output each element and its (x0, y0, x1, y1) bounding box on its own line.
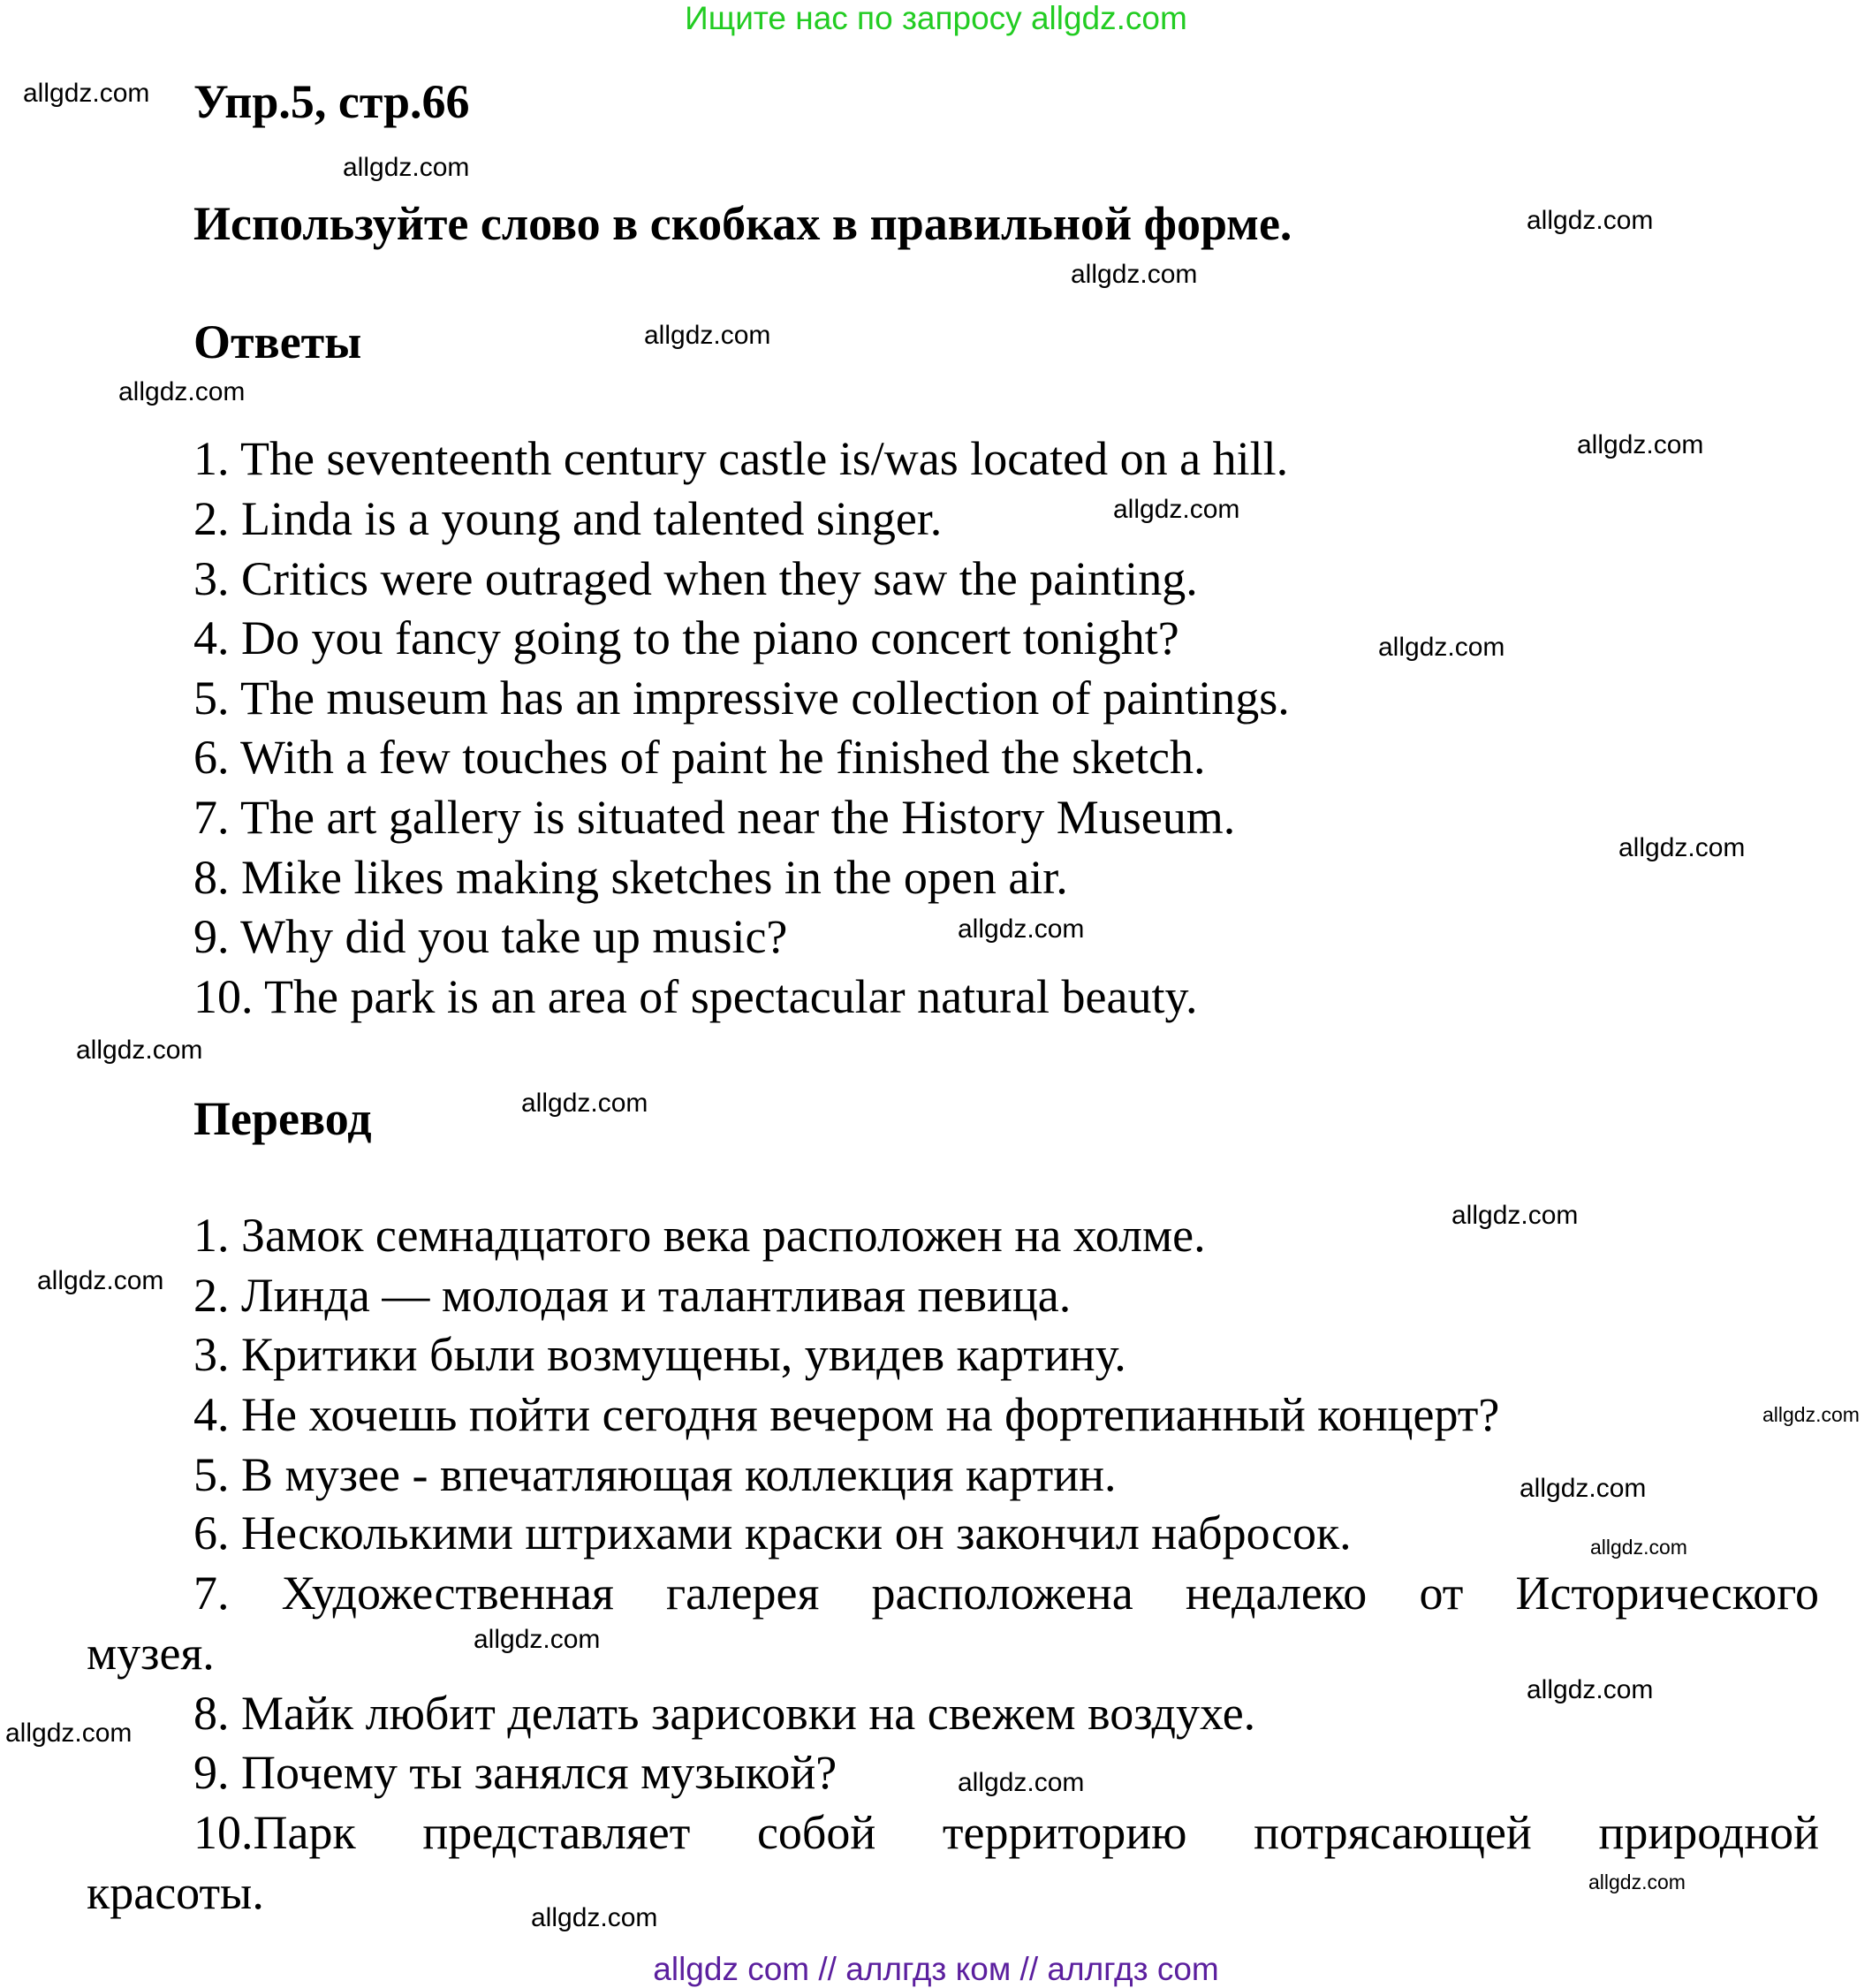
watermark: allgdz.com (5, 1719, 133, 1748)
watermark: allgdz.com (958, 1768, 1085, 1797)
answer-item: 2. Linda is a young and talented singer. (193, 492, 943, 545)
answer-item: 8. Mike likes making sketches in the open air. (193, 851, 1068, 904)
translation-item: 7. Художественная галерея расположена недалеко от Исторического (193, 1567, 1819, 1620)
answer-item: 6. With a few touches of paint he finished the sketch. (193, 731, 1206, 784)
translation-item: 9. Почему ты занялся музыкой? (193, 1746, 837, 1799)
watermark: allgdz.com (1762, 1403, 1860, 1426)
watermark: allgdz.com (343, 153, 470, 182)
answers-heading: Ответы (193, 315, 362, 368)
watermark: allgdz.com (1588, 1870, 1686, 1893)
watermark: allgdz.com (1451, 1201, 1579, 1230)
translation-item: 6. Несколькими штрихами краски он закончил набросок. (193, 1506, 1352, 1559)
translation-item: 3. Критики были возмущены, увидев картину. (193, 1328, 1126, 1381)
translation-item: 5. В музее - впечатляющая коллекция картин. (193, 1448, 1117, 1501)
answer-item: 1. The seventeenth century castle is/was located on a hill. (193, 432, 1289, 485)
watermark: allgdz.com (37, 1266, 164, 1295)
instruction-heading: Используйте слово в скобках в правильной форме. (193, 197, 1292, 250)
watermark: allgdz.com (1577, 430, 1704, 459)
watermark: allgdz.com (531, 1903, 658, 1932)
footer-banner: allgdz com // аллгдз ком // аллгдз com (653, 1951, 1219, 1987)
watermark: allgdz.com (1527, 1675, 1654, 1704)
watermark: allgdz.com (1527, 206, 1654, 235)
top-banner: Ищите нас по запросу allgdz.com (685, 0, 1187, 36)
watermark: allgdz.com (958, 914, 1085, 944)
translation-item-continuation: музея. (87, 1627, 215, 1680)
answer-item: 5. The museum has an impressive collection of paintings. (193, 672, 1290, 725)
translation-item: 8. Майк любит делать зарисовки на свежем воздухе. (193, 1687, 1256, 1740)
watermark: allgdz.com (1071, 260, 1198, 289)
watermark: allgdz.com (1520, 1474, 1647, 1503)
answer-item: 7. The art gallery is situated near the History Museum. (193, 791, 1236, 844)
answer-item: 3. Critics were outraged when they saw the painting. (193, 552, 1198, 605)
watermark: allgdz.com (1590, 1536, 1687, 1559)
translation-item: 10.Парк представляет собой территорию потрясающей природной (193, 1806, 1819, 1859)
translation-item: 1. Замок семнадцатого века расположен на холме. (193, 1209, 1206, 1262)
answer-item: 9. Why did you take up music? (193, 910, 788, 963)
answer-item: 10. The park is an area of spectacular natural beauty. (193, 970, 1198, 1023)
page-title: Упр.5, стр.66 (193, 75, 470, 128)
translation-item: 2. Линда — молодая и талантливая певица. (193, 1269, 1072, 1322)
watermark: allgdz.com (644, 321, 771, 350)
watermark: allgdz.com (521, 1089, 648, 1118)
watermark: allgdz.com (1618, 833, 1746, 862)
watermark: allgdz.com (474, 1625, 601, 1654)
translation-heading: Перевод (193, 1092, 372, 1145)
watermark: allgdz.com (23, 79, 150, 108)
translation-item: 4. Не хочешь пойти сегодня вечером на фортепианный концерт? (193, 1388, 1500, 1441)
watermark: allgdz.com (76, 1036, 203, 1065)
watermark: allgdz.com (1113, 495, 1240, 524)
watermark: allgdz.com (118, 377, 246, 406)
answer-item: 4. Do you fancy going to the piano concert tonight? (193, 611, 1179, 664)
watermark: allgdz.com (1378, 633, 1505, 662)
translation-item-continuation: красоты. (87, 1866, 264, 1919)
